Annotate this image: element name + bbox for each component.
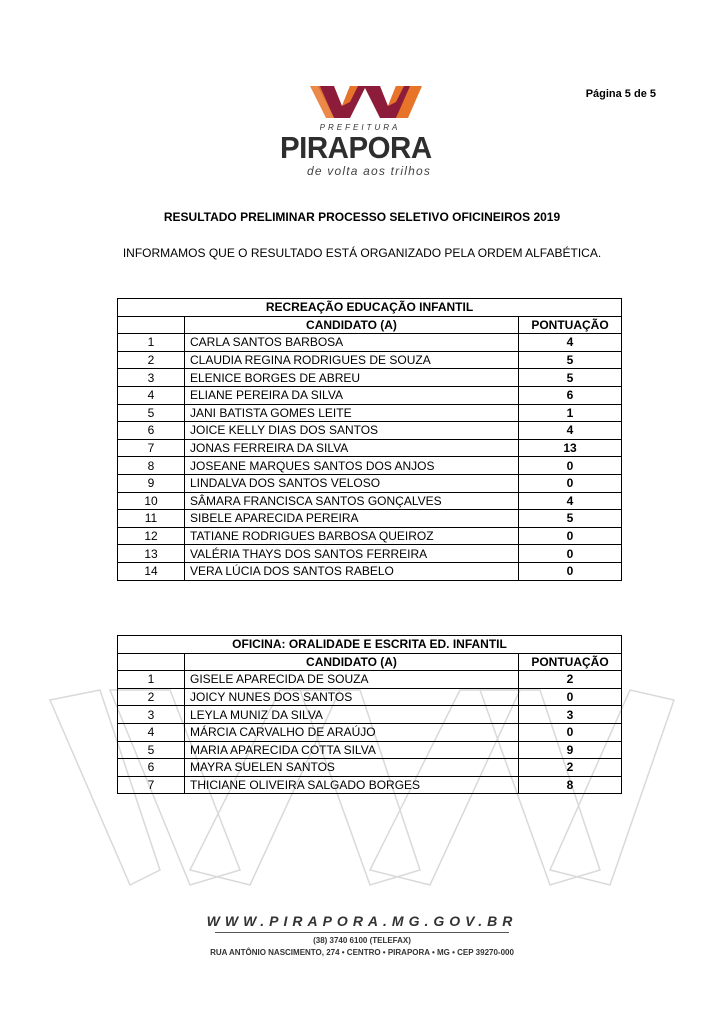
row-number: 1 bbox=[118, 671, 185, 689]
candidate-name: THICIANE OLIVEIRA SALGADO BORGES bbox=[185, 776, 519, 794]
footer-address: RUA ANTÔNIO NASCIMENTO, 274 • CENTRO • PIRAPORA • MG • CEP 39270-000 bbox=[210, 948, 514, 957]
row-number: 13 bbox=[118, 545, 185, 563]
document-subtitle: INFORMAMOS QUE O RESULTADO ESTÁ ORGANIZADO PELA ORDEM ALFABÉTICA. bbox=[122, 246, 602, 260]
table-row bbox=[118, 457, 622, 475]
row-number: 12 bbox=[118, 527, 185, 545]
candidate-score: 0 bbox=[519, 545, 622, 563]
header-number bbox=[118, 653, 185, 671]
row-number: 5 bbox=[118, 404, 185, 422]
header-score: PONTUAÇÃO bbox=[519, 316, 622, 334]
row-number: 4 bbox=[118, 723, 185, 741]
candidate-name: JONAS FERREIRA DA SILVA bbox=[185, 439, 519, 457]
table-row bbox=[118, 527, 622, 545]
candidate-name: MAYRA SUELEN SANTOS bbox=[185, 759, 519, 777]
candidate-name: GISELE APARECIDA DE SOUZA bbox=[185, 671, 519, 689]
table-row bbox=[118, 439, 622, 457]
candidate-name: JOICY NUNES DOS SANTOS bbox=[185, 688, 519, 706]
footer-website: WWW.PIRAPORA.MG.GOV.BR bbox=[206, 913, 518, 929]
candidate-name: ELENICE BORGES DE ABREU bbox=[185, 369, 519, 387]
candidate-score: 4 bbox=[519, 334, 622, 352]
logo-emblem-icon bbox=[280, 82, 460, 122]
candidate-score: 5 bbox=[519, 351, 622, 369]
footer-phone: (38) 3740 6100 (TELEFAX) bbox=[313, 936, 411, 945]
candidate-name: JOSEANE MARQUES SANTOS DOS ANJOS bbox=[185, 457, 519, 475]
row-number: 1 bbox=[118, 334, 185, 352]
row-number: 3 bbox=[118, 706, 185, 724]
table-row bbox=[118, 510, 622, 528]
table-row bbox=[118, 741, 622, 759]
results-table-oralidade bbox=[117, 635, 622, 794]
candidate-score: 5 bbox=[519, 369, 622, 387]
candidate-name: SIBELE APARECIDA PEREIRA bbox=[185, 510, 519, 528]
candidate-name: VERA LÚCIA DOS SANTOS RABELO bbox=[185, 562, 519, 580]
logo-tagline: de volta aos trilhos bbox=[306, 164, 432, 178]
table-row bbox=[118, 776, 622, 794]
table-row bbox=[118, 671, 622, 689]
header-candidate: CANDIDATO (A) bbox=[185, 653, 519, 671]
row-number: 9 bbox=[118, 474, 185, 492]
header-number bbox=[118, 316, 185, 334]
candidate-score: 3 bbox=[519, 706, 622, 724]
candidate-score: 8 bbox=[519, 776, 622, 794]
table-row bbox=[118, 474, 622, 492]
candidate-score: 5 bbox=[519, 510, 622, 528]
logo-prefeitura-text: PREFEITURA bbox=[319, 123, 401, 132]
candidate-score: 13 bbox=[519, 439, 622, 457]
row-number: 14 bbox=[118, 562, 185, 580]
candidate-score: 0 bbox=[519, 562, 622, 580]
candidate-score: 0 bbox=[519, 688, 622, 706]
candidate-name: VALÉRIA THAYS DOS SANTOS FERREIRA bbox=[185, 545, 519, 563]
candidate-score: 6 bbox=[519, 386, 622, 404]
candidate-name: JOICE KELLY DIAS DOS SANTOS bbox=[185, 422, 519, 440]
table-row bbox=[118, 723, 622, 741]
table-row bbox=[118, 351, 622, 369]
header-score: PONTUAÇÃO bbox=[519, 653, 622, 671]
table-row bbox=[118, 334, 622, 352]
row-number: 11 bbox=[118, 510, 185, 528]
candidate-name: SÂMARA FRANCISCA SANTOS GONÇALVES bbox=[185, 492, 519, 510]
row-number: 3 bbox=[118, 369, 185, 387]
candidate-score: 0 bbox=[519, 527, 622, 545]
candidate-name: TATIANE RODRIGUES BARBOSA QUEIROZ bbox=[185, 527, 519, 545]
candidate-score: 2 bbox=[519, 759, 622, 777]
page-number: Página 5 de 5 bbox=[585, 88, 656, 100]
document-title: RESULTADO PRELIMINAR PROCESSO SELETIVO OFICINEIROS 2019 bbox=[163, 210, 561, 224]
candidate-score: 0 bbox=[519, 474, 622, 492]
prefeitura-logo bbox=[270, 82, 470, 182]
table-row bbox=[118, 562, 622, 580]
candidate-name: MÁRCIA CARVALHO DE ARAÚJO bbox=[185, 723, 519, 741]
table-row bbox=[118, 404, 622, 422]
table-row bbox=[118, 422, 622, 440]
candidate-name: LINDALVA DOS SANTOS VELOSO bbox=[185, 474, 519, 492]
row-number: 10 bbox=[118, 492, 185, 510]
row-number: 5 bbox=[118, 741, 185, 759]
candidate-score: 0 bbox=[519, 723, 622, 741]
candidate-score: 0 bbox=[519, 457, 622, 475]
candidate-name: JANI BATISTA GOMES LEITE bbox=[185, 404, 519, 422]
table-title: RECREAÇÃO EDUCAÇÃO INFANTIL bbox=[118, 299, 622, 317]
candidate-score: 9 bbox=[519, 741, 622, 759]
logo-city-name: PIRAPORA bbox=[280, 130, 432, 165]
row-number: 7 bbox=[118, 439, 185, 457]
results-table-recreacao bbox=[117, 298, 622, 581]
candidate-name: ELIANE PEREIRA DA SILVA bbox=[185, 386, 519, 404]
candidate-name: LEYLA MUNIZ DA SILVA bbox=[185, 706, 519, 724]
candidate-score: 2 bbox=[519, 671, 622, 689]
table-row bbox=[118, 688, 622, 706]
row-number: 8 bbox=[118, 457, 185, 475]
candidate-score: 4 bbox=[519, 422, 622, 440]
candidate-score: 1 bbox=[519, 404, 622, 422]
table-title: OFICINA: ORALIDADE E ESCRITA ED. INFANTIL bbox=[118, 636, 622, 654]
table-row bbox=[118, 545, 622, 563]
table-row bbox=[118, 759, 622, 777]
row-number: 2 bbox=[118, 351, 185, 369]
table-row bbox=[118, 369, 622, 387]
candidate-name: MARIA APARECIDA COTTA SILVA bbox=[185, 741, 519, 759]
header-candidate: CANDIDATO (A) bbox=[185, 316, 519, 334]
row-number: 2 bbox=[118, 688, 185, 706]
row-number: 6 bbox=[118, 759, 185, 777]
table-row bbox=[118, 706, 622, 724]
row-number: 7 bbox=[118, 776, 185, 794]
candidate-name: CLAUDIA REGINA RODRIGUES DE SOUZA bbox=[185, 351, 519, 369]
candidate-name: CARLA SANTOS BARBOSA bbox=[185, 334, 519, 352]
table-row bbox=[118, 492, 622, 510]
row-number: 6 bbox=[118, 422, 185, 440]
footer-divider bbox=[215, 932, 509, 933]
table-row bbox=[118, 386, 622, 404]
candidate-score: 4 bbox=[519, 492, 622, 510]
row-number: 4 bbox=[118, 386, 185, 404]
